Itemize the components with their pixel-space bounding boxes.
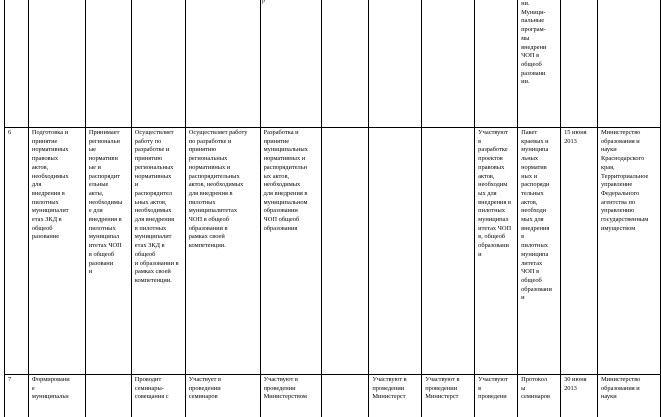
table-cell <box>260 0 321 128</box>
table-cell <box>321 0 369 128</box>
table-cell: Разработка и принятие муниципальных нормативных и распорядительн ых актов, необходимых для внедрения в муниципальном образовании ЧОП общеоб образования <box>260 128 321 375</box>
table-cell: Участвуют в проведении Министерст <box>369 375 422 417</box>
table-cell: Министерство образования и науки <box>597 375 660 417</box>
table-cell <box>185 0 260 128</box>
table-cell: 15 июня 2013 <box>561 128 598 375</box>
table-cell: Участвует в проведении семинаров <box>185 375 260 417</box>
table-cell: Формировани е муниципальн <box>28 375 85 417</box>
table-cell: Участвуют в проведении Министерст <box>422 375 475 417</box>
table-cell: Министерство образования и науки Краснодарского края, Территориальное управление Федерального агентства по управлению государственным имуществом <box>597 128 660 375</box>
table-cell <box>85 375 131 417</box>
row-number-cell <box>5 0 29 128</box>
table-cell <box>321 375 369 417</box>
table-cell <box>597 0 660 128</box>
row-number-cell: 6 <box>5 128 29 375</box>
table-cell: Участвуют в проведении Министерством <box>260 375 321 417</box>
table-row <box>5 128 661 375</box>
row-number-cell: 7 <box>5 375 29 417</box>
table-cell <box>28 0 85 128</box>
table-cell <box>561 0 598 128</box>
table-cell: 30 июня 2013 <box>561 375 598 417</box>
table-cell <box>369 128 422 375</box>
table-cell <box>369 0 422 128</box>
table-cell: Осуществляет работу по разработке и принятию региональных нормативных и распорядительных актов, необходимых для внедрения в пилотных муниципалитетах ЧОП в общеоб образовании в рамках своей компетенции. <box>185 128 260 375</box>
table-cell: Участвуют в проведени <box>475 375 518 417</box>
table-cell: Принимает региональн ые нормативн ые и распорядит ельные акты, необходимы е для внедрения в пилотных муниципал итетах ЧОП в общеоб разовани и <box>85 128 131 375</box>
table-row <box>5 375 661 417</box>
table-cell: Осуществляет работу по разработке и принятию региональных нормативных и распорядител ьных актов, необходимых для внедрения в пилотных муниципалит етах ЗКД в общеоб и образовании в рамках своей компетенции. <box>131 128 185 375</box>
table-cell: Протокол ы семинаров <box>518 375 561 417</box>
table-cell: Пакет краевых и муниципа льных норматив ных и распоряди тельных актов, необходи мых для внедрения в пилотных муниципа литетах ЧОП в общеоб образовани и <box>518 128 561 375</box>
table-cell <box>475 0 518 128</box>
table-cell: Участвуют в разработке проектов правовых актов, необходим ых для внедрения в пилотных муниципал итетах ЧОП в, общеоб образовани и <box>475 128 518 375</box>
plan-table <box>4 0 661 417</box>
table-row <box>5 0 661 128</box>
table-cell <box>131 0 185 128</box>
table-cell: ни. Муници- пальные програм- мы внедрени ЧОП в общеоб разовани ии. <box>518 0 561 128</box>
table-cell: Проводит семинары- совещания с <box>131 375 185 417</box>
table-cell <box>321 128 369 375</box>
table-cell <box>422 128 475 375</box>
table-cell <box>85 0 131 128</box>
table-cell: Подготовка и принятие нормативных правовых актов, необходимых для внедрения в пилотных муниципалит етах ЗКД в общеоб разование <box>28 128 85 375</box>
table-cell <box>422 0 475 128</box>
top-text-fragment: р <box>262 0 265 4</box>
